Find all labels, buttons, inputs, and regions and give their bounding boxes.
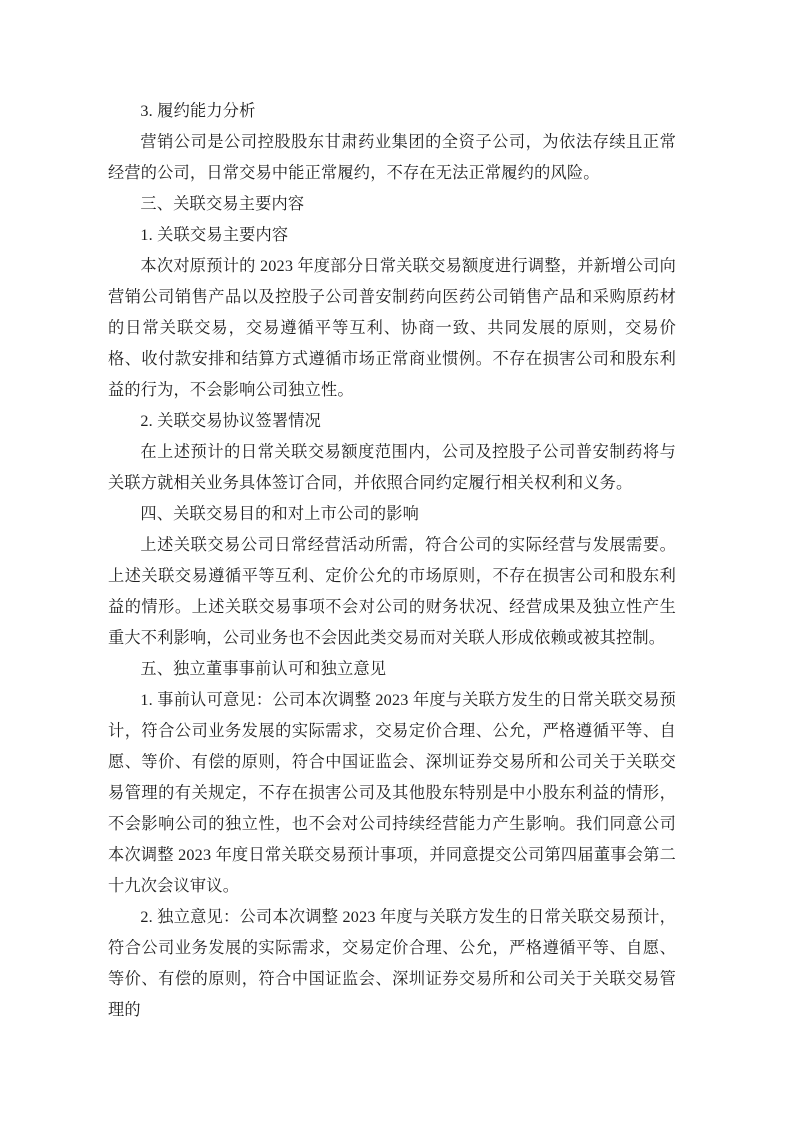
performance-capability-paragraph: 营销公司是公司控股股东甘肃药业集团的全资子公司，为依法存续且正常经营的公司，日常交易中能正常履约，不存在无法正常履约的风险。 (108, 133, 676, 182)
agreement-signing-paragraph: 在上述预计的日常关联交易额度范围内，公司及控股子公司普安制药将与关联方就相关业务具体签订合同，并依照合同约定履行相关权利和义务。 (108, 443, 676, 492)
item-1-main-content-heading: 1. 关联交易主要内容 (140, 226, 289, 244)
independent-opinion-paragraph: 2. 独立意见：公司本次调整 2023 年度与关联方发生的日常关联交易预计，符合公司业务发展的实际需求，交易定价合理、公允，严格遵循平等、自愿、等价、有偿的原则，符合中国证监会、深圳证券交易所和公司关于关联交易管理的 (108, 908, 676, 1019)
prior-approval-opinion-paragraph: 1. 事前认可意见：公司本次调整 2023 年度与关联方发生的日常关联交易预计，符合公司业务发展的实际需求，交易定价合理、公允，严格遵循平等、自愿、等价、有偿的原则，符合中国证监会、深圳证券交易所和公司关于关联交易管理的有关规定，不存在损害公司及其他股东特别是中小股东利益的情形，不会影响公司的独立性，也不会对公司持续经营能力产生影响。我们同意公司本次调整 2023 年度日常关联交易预计事项，并同意提交公司第四届董事会第二十九次会议审议。 (108, 691, 676, 895)
item-2-agreement-signing-heading: 2. 关联交易协议签署情况 (140, 412, 322, 430)
transaction-impact-paragraph: 上述关联交易公司日常经营活动所需，符合公司的实际经营与发展需要。上述关联交易遵循平等互利、定价公允的市场原则，不存在损害公司和股东利益的情形。上述关联交易事项不会对公司的财务状况、经营成果及独立性产生重大不利影响，公司业务也不会因此类交易而对关联人形成依赖或被其控制。 (108, 536, 676, 647)
section-heading-transaction-purpose-impact: 四、关联交易目的和对上市公司的影响 (140, 505, 419, 523)
document-body (108, 96, 676, 1026)
clause-3-performance-capability-heading: 3. 履约能力分析 (140, 102, 256, 120)
section-heading-independent-director-opinion: 五、独立董事事前认可和独立意见 (140, 660, 387, 678)
transaction-adjustment-paragraph: 本次对原预计的 2023 年度部分日常关联交易额度进行调整，并新增公司向营销公司销售产品以及控股子公司普安制药向医药公司销售产品和采购原药材的日常关联交易，交易遵循平等互利、协商一致、共同发展的原则，交易价格、收付款安排和结算方式遵循市场正常商业惯例。不存在损害公司和股东利益的行为，不会影响公司独立性。 (108, 257, 676, 399)
section-heading-transaction-main-content: 三、关联交易主要内容 (140, 195, 305, 213)
